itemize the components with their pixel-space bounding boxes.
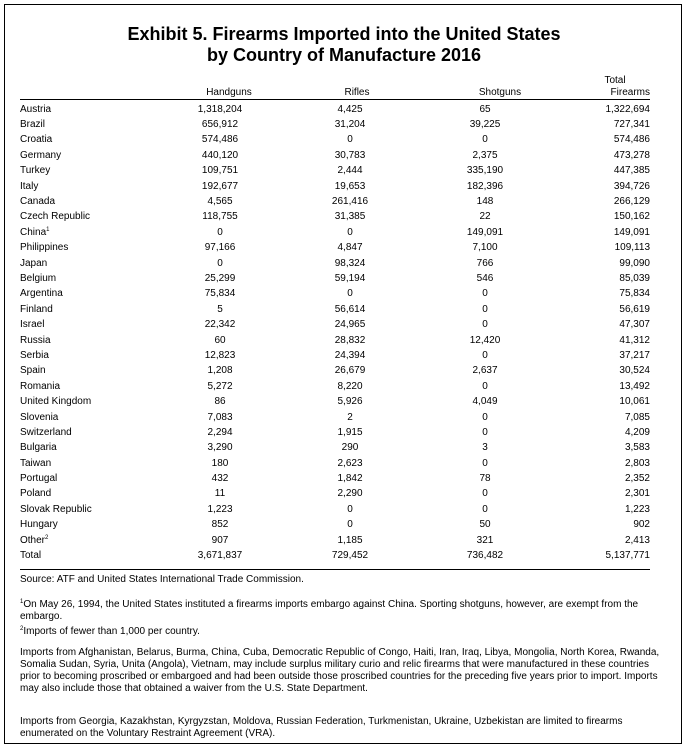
table-row: [20, 425, 650, 440]
country-cell: [20, 117, 140, 132]
shotguns-cell: 0: [482, 503, 488, 515]
rifles-cell: 2,444: [337, 165, 363, 177]
handguns-cell: 5: [217, 303, 223, 315]
handguns-cell: 60: [214, 334, 226, 346]
country-name: Spain: [20, 365, 46, 377]
total-cell: 902: [633, 519, 650, 531]
country-cell: [20, 441, 140, 456]
country-cell: [20, 333, 140, 348]
shotguns-cell: 0: [482, 303, 488, 315]
rifles-cell: 261,416: [331, 196, 369, 208]
total-cell: 473,278: [613, 149, 650, 161]
country-name: Turkey: [20, 165, 51, 177]
country-cell: [20, 302, 140, 317]
rifles-cell: 0: [347, 503, 353, 515]
table-row: [20, 302, 650, 317]
footnote-2-text: Imports of fewer than 1,000 per country.: [23, 626, 200, 637]
total-cell: 13,492: [619, 380, 650, 392]
shotguns-cell: 182,396: [466, 180, 504, 192]
country-cell: [20, 518, 140, 533]
table-row: [20, 287, 650, 302]
shotguns-cell: 2,375: [472, 149, 498, 161]
handguns-cell: 1,318,204: [197, 103, 243, 115]
country-cell: [20, 471, 140, 486]
rifles-cell: 2,290: [337, 488, 363, 500]
country-name: Russia: [20, 334, 51, 346]
rifles-cell: 2,623: [337, 457, 363, 469]
table-row: [20, 471, 650, 486]
header-rule: [20, 99, 650, 100]
country-name: Croatia: [20, 134, 53, 146]
rifles-cell: 0: [347, 288, 353, 300]
country-cell: [20, 364, 140, 379]
table-row: [20, 487, 650, 502]
rifles-cell: 24,965: [334, 319, 366, 331]
table-row: [20, 225, 650, 240]
header-total: [560, 75, 650, 99]
table-row: [20, 271, 650, 286]
country-cell: [20, 148, 140, 163]
country-name: Japan: [20, 257, 48, 269]
shotguns-cell: 736,482: [466, 550, 504, 562]
table-row: [20, 333, 650, 348]
total-cell: 99,090: [619, 257, 650, 269]
country-cell: [20, 317, 140, 332]
country-name: Switzerland: [20, 426, 72, 438]
rifles-cell: 19,653: [334, 180, 366, 192]
country-name: Serbia: [20, 349, 49, 361]
country-name: Other: [20, 534, 46, 546]
shotguns-cell: 2,637: [472, 365, 498, 377]
country-name: Philippines: [20, 242, 69, 254]
handguns-cell: 25,299: [204, 272, 236, 284]
country-name: Bulgaria: [20, 442, 57, 454]
footnote-marker: 2: [45, 534, 49, 541]
country-name: Argentina: [20, 288, 63, 300]
shotguns-cell: 22: [479, 211, 491, 223]
country-cell: [20, 179, 140, 194]
table-row: [20, 256, 650, 271]
total-cell: 394,726: [613, 180, 650, 192]
table-row: [20, 148, 650, 163]
shotguns-cell: 12,420: [469, 334, 501, 346]
table-body: [20, 102, 650, 564]
shotguns-cell: 50: [479, 519, 491, 531]
country-cell: [20, 379, 140, 394]
total-cell: 47,307: [619, 319, 650, 331]
source-note: Source: ATF and United States International Trade Commission.: [20, 574, 304, 585]
total-cell: 1,322,694: [605, 103, 650, 115]
country-name: Hungary: [20, 519, 58, 531]
rifles-cell: 1,915: [337, 426, 363, 438]
rifles-cell: 729,452: [331, 550, 369, 562]
handguns-cell: 440,120: [201, 149, 239, 161]
imports-note-2: Imports from Georgia, Kazakhstan, Kyrgyzstan, Moldova, Russian Federation, Turkmenistan, Ukraine, Uzbekistan are limited to firearms enumerated on the Voluntary Restraint Agreement (VRA).: [20, 716, 623, 739]
total-cell: 447,385: [613, 165, 650, 177]
handguns-cell: 86: [214, 396, 226, 408]
handguns-cell: 3,290: [207, 442, 233, 454]
table-row: [20, 164, 650, 179]
footer-rule: [20, 569, 650, 570]
table-row: [20, 194, 650, 209]
table-row: [20, 533, 650, 548]
total-cell: 4,209: [624, 426, 650, 438]
handguns-cell: 4,565: [207, 196, 233, 208]
total-cell: 56,619: [619, 303, 650, 315]
total-cell: 149,091: [613, 226, 650, 238]
total-cell: 10,061: [619, 396, 650, 408]
table-row: [20, 241, 650, 256]
handguns-cell: 12,823: [204, 349, 236, 361]
total-cell: 5,137,771: [605, 550, 650, 562]
country-name: United Kingdom: [20, 396, 92, 408]
handguns-cell: 0: [217, 257, 223, 269]
country-name: Portugal: [20, 473, 58, 485]
footnote-2: [20, 626, 660, 638]
exhibit-title: [0, 24, 688, 66]
total-cell: 75,834: [619, 288, 650, 300]
rifles-cell: 56,614: [334, 303, 366, 315]
handguns-cell: 97,166: [204, 242, 236, 254]
shotguns-cell: 0: [482, 380, 488, 392]
total-cell: 150,162: [613, 211, 650, 223]
header-total-line-1: Total: [604, 75, 626, 86]
country-name: Slovak Republic: [20, 503, 92, 515]
shotguns-cell: 546: [476, 272, 494, 284]
country-name: Italy: [20, 180, 39, 192]
shotguns-cell: 0: [482, 349, 488, 361]
total-cell: 2,803: [624, 457, 650, 469]
table-row: [20, 210, 650, 225]
total-cell: 7,085: [624, 411, 650, 423]
country-cell: [20, 487, 140, 502]
shotguns-cell: 0: [482, 457, 488, 469]
handguns-cell: 656,912: [201, 119, 239, 131]
total-cell: 37,217: [619, 349, 650, 361]
shotguns-cell: 0: [482, 411, 488, 423]
table-row: [20, 518, 650, 533]
header-total-line-2: Firearms: [610, 87, 650, 98]
shotguns-cell: 7,100: [472, 242, 498, 254]
country-cell: [20, 133, 140, 148]
country-name: Canada: [20, 196, 56, 208]
rifles-cell: 24,394: [334, 349, 366, 361]
country-name: Total: [20, 550, 42, 562]
handguns-cell: 180: [211, 457, 229, 469]
country-cell: [20, 394, 140, 409]
table-row: [20, 502, 650, 517]
table-row: [20, 348, 650, 363]
country-cell: [20, 164, 140, 179]
total-cell: 266,129: [613, 196, 650, 208]
shotguns-cell: 78: [479, 473, 491, 485]
country-cell: [20, 287, 140, 302]
table-row: [20, 364, 650, 379]
shotguns-cell: 3: [482, 442, 488, 454]
shotguns-cell: 0: [482, 488, 488, 500]
total-cell: 2,352: [624, 473, 650, 485]
handguns-cell: 432: [211, 473, 229, 485]
country-cell: [20, 410, 140, 425]
country-name: Austria: [20, 103, 52, 115]
shotguns-cell: 766: [476, 257, 494, 269]
footnote-1-text: On May 26, 1994, the United States instituted a firearms imports embargo against China. Sporting shotguns, however, are exempt from the embargo.: [20, 599, 639, 622]
country-cell: [20, 210, 140, 225]
country-cell: [20, 271, 140, 286]
total-cell: 3,583: [624, 442, 650, 454]
rifles-cell: 1,842: [337, 473, 363, 485]
shotguns-cell: 65: [479, 103, 491, 115]
country-name: Slovenia: [20, 411, 59, 423]
country-cell: [20, 225, 140, 240]
rifles-cell: 26,679: [334, 365, 366, 377]
table-row: [20, 317, 650, 332]
rifles-cell: 0: [347, 134, 353, 146]
country-name: Israel: [20, 319, 45, 331]
handguns-cell: 192,677: [201, 180, 239, 192]
country-name: China: [20, 226, 47, 238]
country-cell: [20, 456, 140, 471]
header-handguns: Handguns: [206, 87, 252, 98]
rifles-cell: 290: [341, 442, 359, 454]
country-cell: [20, 102, 140, 117]
table-row: [20, 410, 650, 425]
shotguns-cell: 0: [482, 426, 488, 438]
handguns-cell: 22,342: [204, 319, 236, 331]
table-row: [20, 133, 650, 148]
handguns-cell: 1,208: [207, 365, 233, 377]
handguns-cell: 907: [211, 534, 229, 546]
table-row: [20, 441, 650, 456]
handguns-cell: 5,272: [207, 380, 233, 392]
country-cell: [20, 348, 140, 363]
handguns-cell: 852: [211, 519, 229, 531]
handguns-cell: 75,834: [204, 288, 236, 300]
rifles-cell: 98,324: [334, 257, 366, 269]
shotguns-cell: 4,049: [472, 396, 498, 408]
rifles-cell: 4,425: [337, 103, 363, 115]
footnote-1: [20, 599, 660, 623]
shotguns-cell: 0: [482, 319, 488, 331]
handguns-cell: 118,755: [202, 211, 238, 223]
shotguns-cell: 321: [476, 534, 494, 546]
country-name: Germany: [20, 149, 62, 161]
table-row: [20, 548, 650, 563]
title-line-2: by Country of Manufacture 2016: [206, 45, 482, 65]
shotguns-cell: 39,225: [469, 119, 501, 131]
handguns-cell: 0: [217, 226, 223, 238]
country-name: Finland: [20, 303, 53, 315]
total-cell: 2,301: [624, 488, 650, 500]
total-cell: 727,341: [613, 119, 650, 131]
handguns-cell: 109,751: [201, 165, 239, 177]
total-cell: 2,413: [624, 534, 650, 546]
rifles-cell: 31,204: [334, 119, 366, 131]
handguns-cell: 2,294: [207, 426, 233, 438]
handguns-cell: 7,083: [207, 411, 233, 423]
footnote-2-mark: 2: [20, 626, 24, 632]
title-line-1: Exhibit 5. Firearms Imported into the United States: [127, 24, 561, 44]
table-row: [20, 379, 650, 394]
shotguns-cell: 335,190: [466, 165, 504, 177]
table-row: [20, 456, 650, 471]
rifles-cell: 30,783: [334, 149, 366, 161]
rifles-cell: 2: [347, 411, 353, 423]
footnote-marker: 1: [46, 226, 50, 233]
total-cell: 1,223: [624, 503, 650, 515]
country-name: Belgium: [20, 272, 57, 284]
total-cell: 30,524: [619, 365, 650, 377]
shotguns-cell: 148: [476, 196, 494, 208]
table-row: [20, 117, 650, 132]
country-cell: [20, 548, 140, 563]
rifles-cell: 8,220: [337, 380, 363, 392]
country-cell: [20, 502, 140, 517]
country-cell: [20, 194, 140, 209]
country-name: Brazil: [20, 119, 46, 131]
rifles-cell: 28,832: [334, 334, 366, 346]
country-name: Taiwan: [20, 457, 52, 469]
firearms-table: [20, 102, 650, 564]
header-shotguns: Shotguns: [478, 87, 522, 98]
rifles-cell: 1,185: [337, 534, 363, 546]
country-name: Czech Republic: [20, 211, 91, 223]
country-cell: [20, 241, 140, 256]
rifles-cell: 31,385: [334, 211, 366, 223]
header-rifles: Rifles: [344, 87, 370, 98]
country-cell: [20, 256, 140, 271]
rifles-cell: 4,847: [337, 242, 363, 254]
total-cell: 574,486: [613, 134, 650, 146]
table-row: [20, 179, 650, 194]
rifles-cell: 0: [347, 519, 353, 531]
country-name: Poland: [20, 488, 52, 500]
handguns-cell: 11: [214, 488, 226, 500]
shotguns-cell: 149,091: [466, 226, 504, 238]
total-cell: 85,039: [619, 272, 650, 284]
country-cell: [20, 533, 140, 548]
rifles-cell: 0: [347, 226, 353, 238]
total-cell: 41,312: [619, 334, 650, 346]
country-cell: [20, 425, 140, 440]
country-name: Romania: [20, 380, 61, 392]
handguns-cell: 3,671,837: [197, 550, 243, 562]
table-row: [20, 102, 650, 117]
handguns-cell: 574,486: [201, 134, 239, 146]
rifles-cell: 5,926: [337, 396, 363, 408]
table-row: [20, 394, 650, 409]
handguns-cell: 1,223: [207, 503, 233, 515]
total-cell: 109,113: [614, 242, 650, 254]
footnote-1-mark: 1: [20, 599, 24, 605]
imports-note-1: Imports from Afghanistan, Belarus, Burma, China, Cuba, Democratic Republic of Congo, Haiti, Iran, Iraq, Libya, Mongolia, North Korea, Rwanda, Somalia Sudan, Syria, Unita (Angola), Vietnam, may include surplus military curio and relic firearms that were manufactured in these countries prior to becoming proscribed or embargoed and had been outside those proscribed countries for the preceding five years prior to import. Imports may also include those that obtained a waiver from the U.S. State Department.: [20, 647, 660, 694]
shotguns-cell: 0: [482, 288, 488, 300]
rifles-cell: 59,194: [334, 272, 366, 284]
shotguns-cell: 0: [482, 134, 488, 146]
